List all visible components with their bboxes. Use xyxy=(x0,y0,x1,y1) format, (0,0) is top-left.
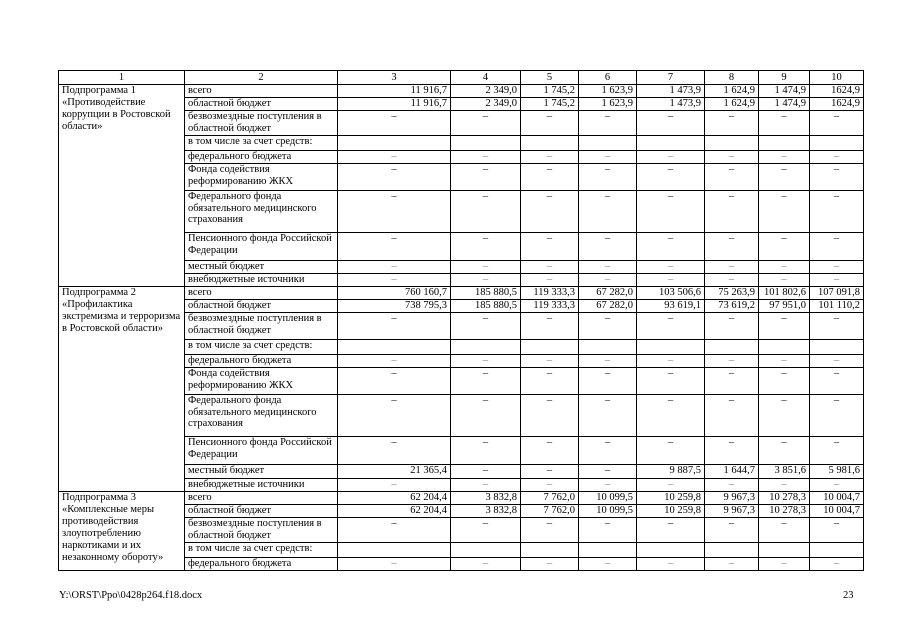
funding-source-label: всего xyxy=(185,85,338,98)
empty-cell xyxy=(705,543,759,558)
dash-cell: – xyxy=(637,164,705,191)
funding-source-label: областной бюджет xyxy=(185,300,338,313)
dash-cell: – xyxy=(705,274,759,287)
dash-cell: – xyxy=(637,518,705,543)
value-cell: 1 474,9 xyxy=(759,98,810,111)
empty-cell xyxy=(637,340,705,355)
funding-source-label: внебюджетные источники xyxy=(185,274,338,287)
dash-cell: – xyxy=(637,261,705,274)
subprogram-title: Подпрограмма 2 «Профилактика экстремизма и терроризма в Ростовской области» xyxy=(59,287,185,492)
value-cell: 1 623,9 xyxy=(579,85,637,98)
col-header: 4 xyxy=(451,71,521,85)
dash-cell: – xyxy=(705,313,759,340)
empty-cell xyxy=(810,340,864,355)
empty-cell xyxy=(759,543,810,558)
col-header: 8 xyxy=(705,71,759,85)
value-cell: 93 619,1 xyxy=(637,300,705,313)
dash-cell: – xyxy=(810,111,864,136)
dash-cell: – xyxy=(579,558,637,571)
funding-source-label: внебюджетные источники xyxy=(185,479,338,492)
dash-cell: – xyxy=(451,233,521,261)
value-cell: 101 110,2 xyxy=(810,300,864,313)
dash-cell: – xyxy=(759,355,810,368)
funding-source-label: Федерального фонда обязательного медицинского страхования xyxy=(185,191,338,233)
dash-cell: – xyxy=(705,191,759,233)
empty-cell xyxy=(579,136,637,151)
dash-cell: – xyxy=(521,355,579,368)
value-cell: 67 282,0 xyxy=(579,300,637,313)
dash-cell: – xyxy=(451,437,521,465)
dash-cell: – xyxy=(338,479,451,492)
empty-cell xyxy=(579,543,637,558)
value-cell: 97 951,0 xyxy=(759,300,810,313)
col-header: 6 xyxy=(579,71,637,85)
dash-cell: – xyxy=(521,233,579,261)
table-row xyxy=(59,492,864,505)
page-number: 23 xyxy=(843,590,854,601)
value-cell: 119 333,3 xyxy=(521,300,579,313)
funding-source-label: всего xyxy=(185,287,338,300)
dash-cell: – xyxy=(579,111,637,136)
empty-cell xyxy=(705,136,759,151)
dash-cell: – xyxy=(637,355,705,368)
dash-cell: – xyxy=(810,261,864,274)
dash-cell: – xyxy=(810,164,864,191)
dash-cell: – xyxy=(521,191,579,233)
dash-cell: – xyxy=(338,558,451,571)
value-cell: 1 473,9 xyxy=(637,85,705,98)
funding-source-label: Фонда содействия реформированию ЖКХ xyxy=(185,164,338,191)
dash-cell: – xyxy=(579,368,637,395)
dash-cell: – xyxy=(451,395,521,437)
dash-cell: – xyxy=(451,111,521,136)
value-cell: 7 762,0 xyxy=(521,492,579,505)
value-cell: 185 880,5 xyxy=(451,287,521,300)
value-cell: 1 474,9 xyxy=(759,85,810,98)
dash-cell: – xyxy=(810,558,864,571)
dash-cell: – xyxy=(810,313,864,340)
funding-source-label: всего xyxy=(185,492,338,505)
dash-cell: – xyxy=(810,437,864,465)
dash-cell: – xyxy=(759,261,810,274)
funding-source-label: Федерального фонда обязательного медицинского страхования xyxy=(185,395,338,437)
funding-source-label: областной бюджет xyxy=(185,98,338,111)
funding-source-label: Фонда содействия реформированию ЖКХ xyxy=(185,368,338,395)
dash-cell: – xyxy=(637,191,705,233)
value-cell: 67 282,0 xyxy=(579,287,637,300)
dash-cell: – xyxy=(810,274,864,287)
dash-cell: – xyxy=(579,274,637,287)
value-cell: 1624,9 xyxy=(810,85,864,98)
dash-cell: – xyxy=(338,355,451,368)
dash-cell: – xyxy=(759,437,810,465)
value-cell: 3 832,8 xyxy=(451,505,521,518)
dash-cell: – xyxy=(759,191,810,233)
value-cell: 10 278,3 xyxy=(759,492,810,505)
dash-cell: – xyxy=(451,261,521,274)
dash-cell: – xyxy=(705,111,759,136)
table-row xyxy=(59,287,864,300)
dash-cell: – xyxy=(451,355,521,368)
funding-source-label: областной бюджет xyxy=(185,505,338,518)
empty-cell xyxy=(637,136,705,151)
value-cell: 10 099,5 xyxy=(579,492,637,505)
empty-cell xyxy=(338,136,451,151)
funding-source-label: федерального бюджета xyxy=(185,558,338,571)
value-cell: 10 259,8 xyxy=(637,492,705,505)
dash-cell: – xyxy=(451,313,521,340)
value-cell: 738 795,3 xyxy=(338,300,451,313)
dash-cell: – xyxy=(637,274,705,287)
value-cell: 2 349,0 xyxy=(451,85,521,98)
dash-cell: – xyxy=(579,233,637,261)
dash-cell: – xyxy=(759,368,810,395)
empty-cell xyxy=(451,543,521,558)
dash-cell: – xyxy=(579,164,637,191)
empty-cell xyxy=(637,543,705,558)
dash-cell: – xyxy=(579,151,637,164)
empty-cell xyxy=(521,136,579,151)
value-cell: 7 762,0 xyxy=(521,505,579,518)
dash-cell: – xyxy=(705,518,759,543)
value-cell: 103 506,6 xyxy=(637,287,705,300)
value-cell: 3 851,6 xyxy=(759,465,810,479)
dash-cell: – xyxy=(451,368,521,395)
dash-cell: – xyxy=(637,558,705,571)
col-header: 7 xyxy=(637,71,705,85)
value-cell: 10 004,7 xyxy=(810,505,864,518)
dash-cell: – xyxy=(810,479,864,492)
dash-cell: – xyxy=(451,558,521,571)
dash-cell: – xyxy=(579,395,637,437)
dash-cell: – xyxy=(521,368,579,395)
dash-cell: – xyxy=(451,164,521,191)
dash-cell: – xyxy=(759,111,810,136)
funding-source-label: безвозмездные поступления в областной бюджет xyxy=(185,111,338,136)
dash-cell: – xyxy=(338,274,451,287)
dash-cell: – xyxy=(579,437,637,465)
dash-cell: – xyxy=(521,395,579,437)
dash-cell: – xyxy=(338,437,451,465)
subprogram-title: Подпрограмма 3 «Комплексные меры противодействия злоупотреблению наркотиками и их незаконному обороту» xyxy=(59,492,185,571)
dash-cell: – xyxy=(338,151,451,164)
value-cell: 119 333,3 xyxy=(521,287,579,300)
value-cell: 21 365,4 xyxy=(338,465,451,479)
dash-cell: – xyxy=(759,274,810,287)
dash-cell: – xyxy=(810,518,864,543)
empty-cell xyxy=(521,340,579,355)
dash-cell: – xyxy=(338,313,451,340)
col-header: 3 xyxy=(338,71,451,85)
dash-cell: – xyxy=(521,151,579,164)
dash-cell: – xyxy=(521,111,579,136)
dash-cell: – xyxy=(521,558,579,571)
dash-cell: – xyxy=(810,151,864,164)
value-cell: 62 204,4 xyxy=(338,492,451,505)
dash-cell: – xyxy=(521,437,579,465)
value-cell: 9 967,3 xyxy=(705,492,759,505)
dash-cell: – xyxy=(810,368,864,395)
funding-source-label: федерального бюджета xyxy=(185,355,338,368)
col-header: 1 xyxy=(59,71,185,85)
value-cell: 2 349,0 xyxy=(451,98,521,111)
dash-cell: – xyxy=(810,233,864,261)
budget-table xyxy=(58,70,864,571)
col-header: 5 xyxy=(521,71,579,85)
subprogram-title: Подпрограмма 1 «Противодействие коррупции в Ростовской области» xyxy=(59,85,185,287)
dash-cell: – xyxy=(637,368,705,395)
empty-cell xyxy=(579,340,637,355)
value-cell: 101 802,6 xyxy=(759,287,810,300)
value-cell: 10 099,5 xyxy=(579,505,637,518)
dash-cell: – xyxy=(451,151,521,164)
dash-cell: – xyxy=(338,261,451,274)
value-cell: – xyxy=(451,465,521,479)
empty-cell xyxy=(810,136,864,151)
value-cell: 11 916,7 xyxy=(338,98,451,111)
value-cell: 10 278,3 xyxy=(759,505,810,518)
dash-cell: – xyxy=(637,151,705,164)
value-cell: 9 967,3 xyxy=(705,505,759,518)
funding-source-label: Пенсионного фонда Российской Федерации xyxy=(185,233,338,261)
header-row xyxy=(59,71,864,85)
dash-cell: – xyxy=(705,261,759,274)
dash-cell: – xyxy=(705,164,759,191)
dash-cell: – xyxy=(338,191,451,233)
dash-cell: – xyxy=(705,479,759,492)
dash-cell: – xyxy=(521,518,579,543)
dash-cell: – xyxy=(705,355,759,368)
dash-cell: – xyxy=(759,233,810,261)
dash-cell: – xyxy=(759,395,810,437)
empty-cell xyxy=(705,340,759,355)
empty-cell xyxy=(759,136,810,151)
funding-source-label: местный бюджет xyxy=(185,465,338,479)
empty-cell xyxy=(338,340,451,355)
funding-source-label: безвозмездные поступления в областной бюджет xyxy=(185,518,338,543)
dash-cell: – xyxy=(637,437,705,465)
empty-cell xyxy=(451,340,521,355)
value-cell: 1 624,9 xyxy=(705,85,759,98)
value-cell: 185 880,5 xyxy=(451,300,521,313)
funding-source-label: федерального бюджета xyxy=(185,151,338,164)
dash-cell: – xyxy=(810,355,864,368)
funding-source-label: Пенсионного фонда Российской Федерации xyxy=(185,437,338,465)
dash-cell: – xyxy=(451,191,521,233)
dash-cell: – xyxy=(637,313,705,340)
dash-cell: – xyxy=(521,479,579,492)
dash-cell: – xyxy=(705,395,759,437)
empty-cell xyxy=(338,543,451,558)
dash-cell: – xyxy=(705,151,759,164)
value-cell: 9 887,5 xyxy=(637,465,705,479)
value-cell: 10 004,7 xyxy=(810,492,864,505)
funding-source-label: безвозмездные поступления в областной бюджет xyxy=(185,313,338,340)
dash-cell: – xyxy=(759,151,810,164)
dash-cell: – xyxy=(579,518,637,543)
document-path: Y:\ORST\Ppo\0428p264.f18.docx xyxy=(59,590,203,601)
dash-cell: – xyxy=(637,111,705,136)
dash-cell: – xyxy=(759,313,810,340)
dash-cell: – xyxy=(705,233,759,261)
dash-cell: – xyxy=(579,191,637,233)
dash-cell: – xyxy=(759,518,810,543)
dash-cell: – xyxy=(810,395,864,437)
col-header: 2 xyxy=(185,71,338,85)
dash-cell: – xyxy=(521,261,579,274)
funding-source-label: в том числе за счет средств: xyxy=(185,136,338,151)
value-cell: 62 204,4 xyxy=(338,505,451,518)
dash-cell: – xyxy=(579,313,637,340)
dash-cell: – xyxy=(579,261,637,274)
value-cell: 73 619,2 xyxy=(705,300,759,313)
dash-cell: – xyxy=(705,368,759,395)
value-cell: 107 091,8 xyxy=(810,287,864,300)
value-cell: 1 745,2 xyxy=(521,98,579,111)
dash-cell: – xyxy=(579,479,637,492)
value-cell: 1 473,9 xyxy=(637,98,705,111)
value-cell: 5 981,6 xyxy=(810,465,864,479)
dash-cell: – xyxy=(338,518,451,543)
dash-cell: – xyxy=(451,274,521,287)
value-cell: 760 160,7 xyxy=(338,287,451,300)
funding-source-label: в том числе за счет средств: xyxy=(185,543,338,558)
value-cell: 11 916,7 xyxy=(338,85,451,98)
dash-cell: – xyxy=(521,164,579,191)
dash-cell: – xyxy=(451,479,521,492)
dash-cell: – xyxy=(338,111,451,136)
value-cell: – xyxy=(579,465,637,479)
empty-cell xyxy=(451,136,521,151)
dash-cell: – xyxy=(637,233,705,261)
value-cell: 1 644,7 xyxy=(705,465,759,479)
table-row xyxy=(59,85,864,98)
funding-source-label: местный бюджет xyxy=(185,261,338,274)
funding-source-label: в том числе за счет средств: xyxy=(185,340,338,355)
col-header: 10 xyxy=(810,71,864,85)
dash-cell: – xyxy=(451,518,521,543)
dash-cell: – xyxy=(705,437,759,465)
value-cell: 1 624,9 xyxy=(705,98,759,111)
dash-cell: – xyxy=(637,395,705,437)
dash-cell: – xyxy=(579,355,637,368)
dash-cell: – xyxy=(338,233,451,261)
dash-cell: – xyxy=(338,164,451,191)
value-cell: 1624,9 xyxy=(810,98,864,111)
value-cell: 3 832,8 xyxy=(451,492,521,505)
empty-cell xyxy=(759,340,810,355)
dash-cell: – xyxy=(338,368,451,395)
dash-cell: – xyxy=(521,274,579,287)
dash-cell: – xyxy=(705,558,759,571)
dash-cell: – xyxy=(521,313,579,340)
value-cell: 75 263,9 xyxy=(705,287,759,300)
col-header: 9 xyxy=(759,71,810,85)
dash-cell: – xyxy=(810,191,864,233)
empty-cell xyxy=(810,543,864,558)
value-cell: 1 623,9 xyxy=(579,98,637,111)
empty-cell xyxy=(521,543,579,558)
dash-cell: – xyxy=(338,395,451,437)
dash-cell: – xyxy=(759,558,810,571)
value-cell: 10 259,8 xyxy=(637,505,705,518)
dash-cell: – xyxy=(759,164,810,191)
value-cell: – xyxy=(521,465,579,479)
dash-cell: – xyxy=(637,479,705,492)
dash-cell: – xyxy=(759,479,810,492)
value-cell: 1 745,2 xyxy=(521,85,579,98)
